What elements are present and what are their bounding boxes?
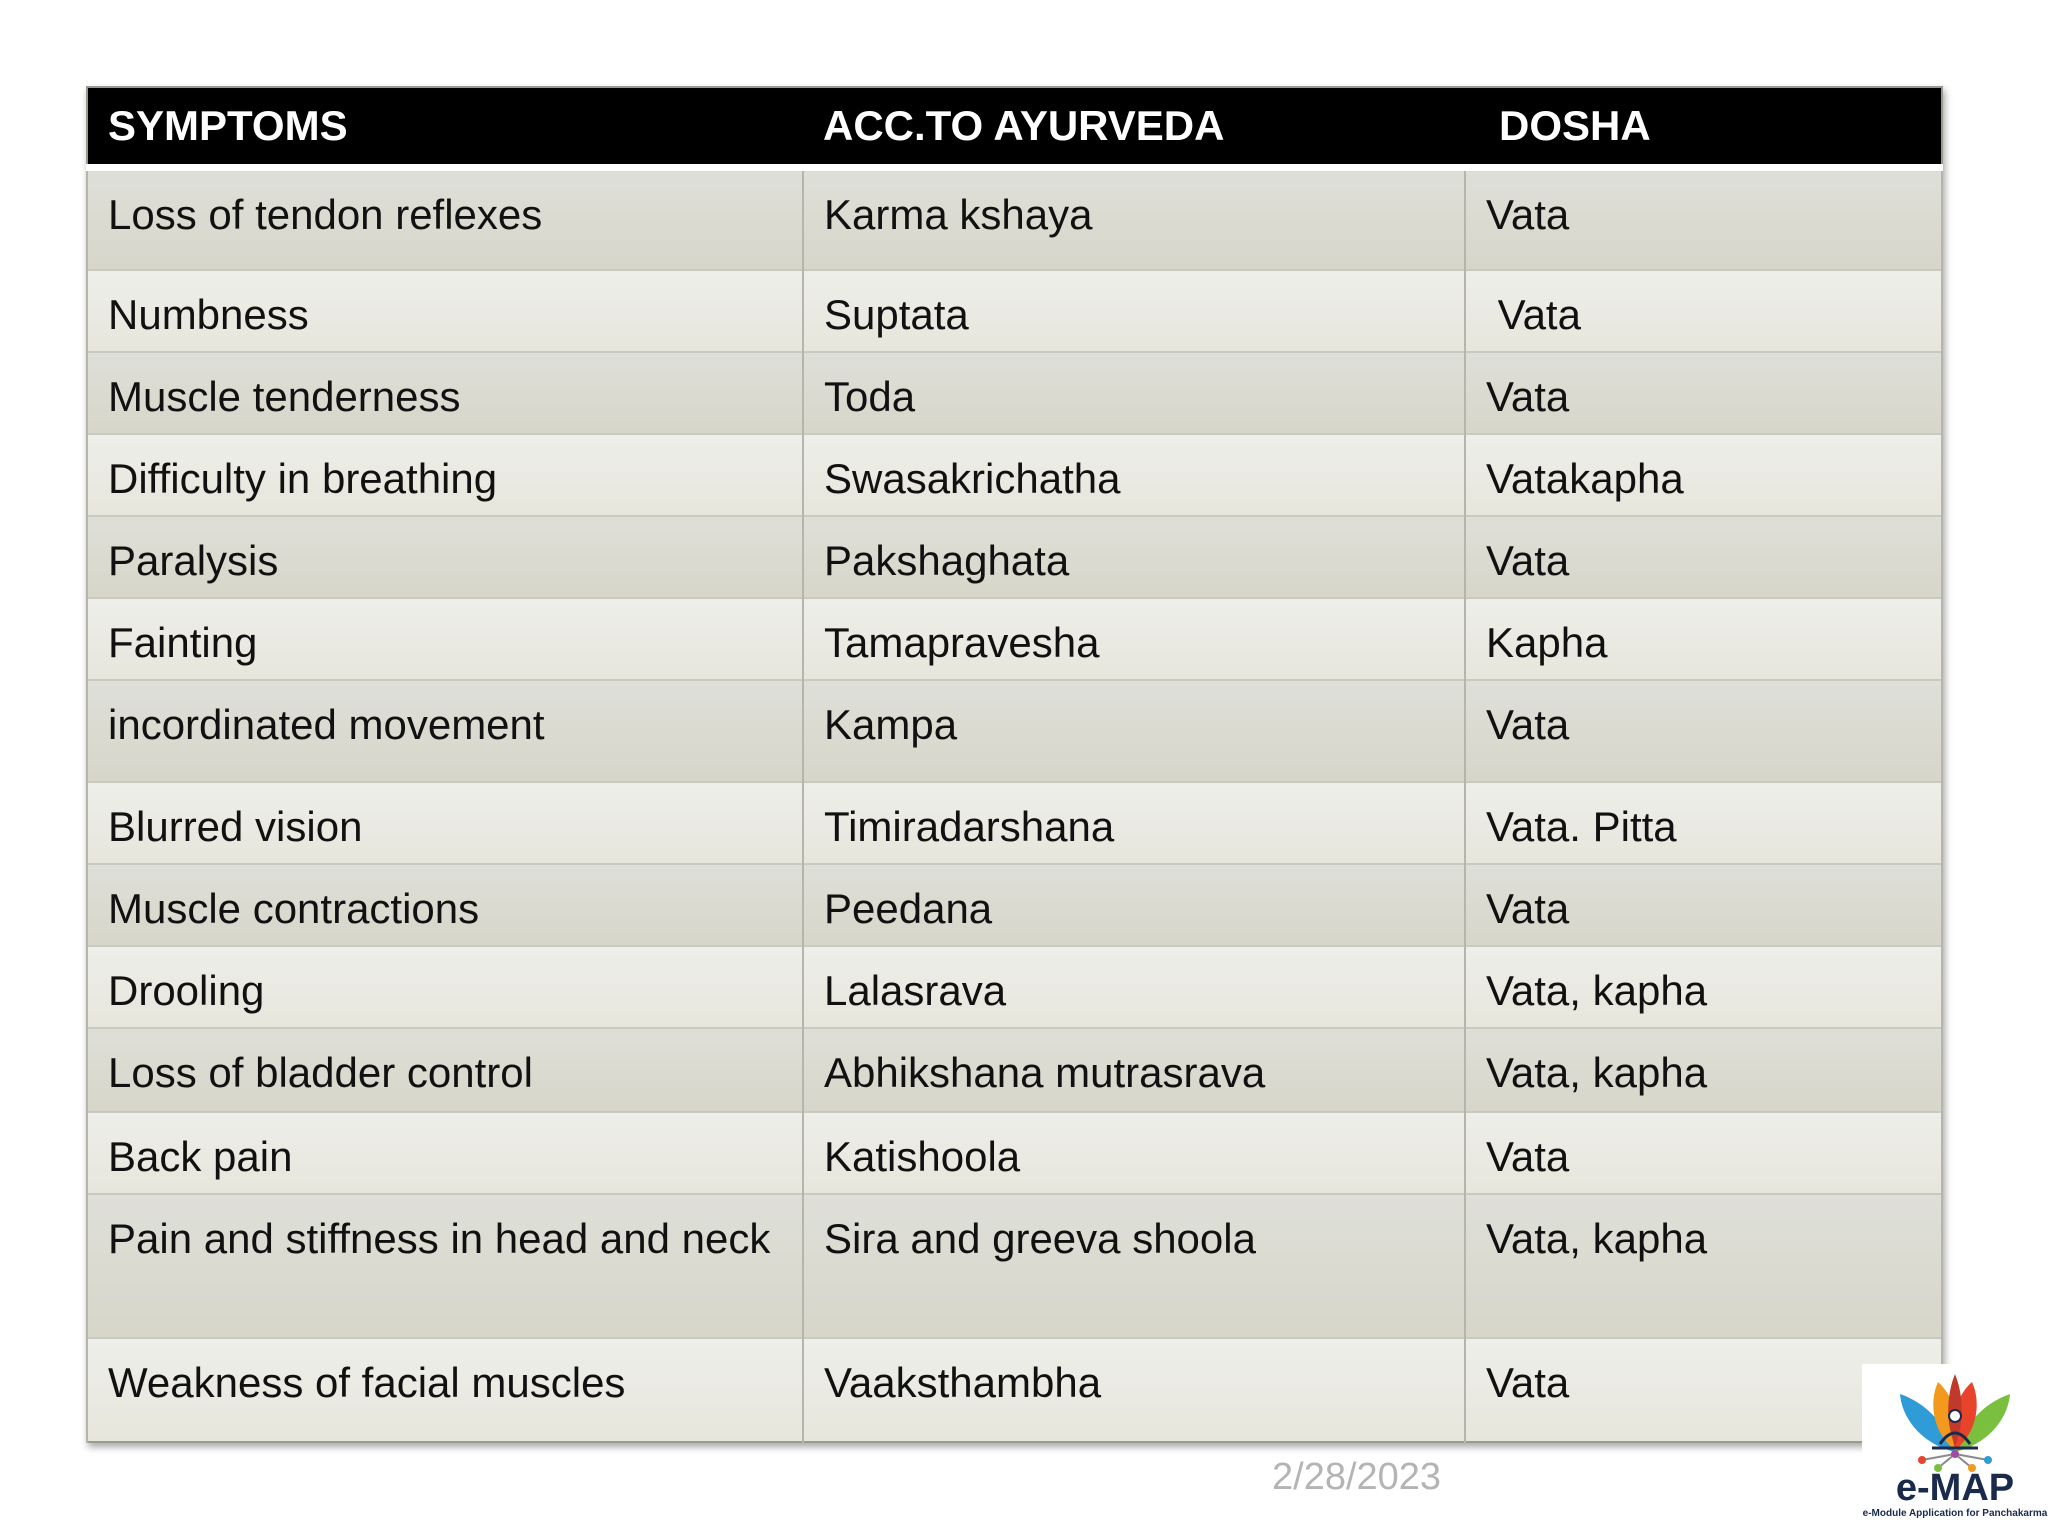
cell-ayurveda: Lalasrava	[803, 946, 1465, 1028]
cell-symptom: Back pain	[87, 1112, 803, 1194]
logo-tagline: e-Module Application for Panchakarma	[1862, 1508, 2048, 1519]
cell-symptom: Muscle contractions	[87, 864, 803, 946]
cell-symptom: incordinated movement	[87, 680, 803, 782]
header-dosha: DOSHA	[1465, 87, 1942, 168]
cell-symptom: Drooling	[87, 946, 803, 1028]
cell-symptom: Numbness	[87, 270, 803, 352]
table-row	[87, 1112, 1942, 1194]
cell-ayurveda: Peedana	[803, 864, 1465, 946]
cell-dosha: Vata	[1465, 1112, 1942, 1194]
header-ayurveda: ACC.TO AYURVEDA	[803, 87, 1465, 168]
cell-dosha: Vata	[1465, 168, 1942, 270]
cell-symptom: Weakness of facial muscles	[87, 1338, 803, 1442]
table-row	[87, 598, 1942, 680]
cell-symptom: Blurred vision	[87, 782, 803, 864]
cell-dosha: Vata	[1465, 680, 1942, 782]
table-row	[87, 516, 1942, 598]
cell-symptom: Pain and stiffness in head and neck	[87, 1194, 803, 1338]
header-symptoms: SYMPTOMS	[87, 87, 803, 168]
cell-symptom: Loss of tendon reflexes	[87, 168, 803, 270]
cell-dosha: Vata	[1465, 864, 1942, 946]
cell-ayurveda: Abhikshana mutrasrava	[803, 1028, 1465, 1112]
cell-dosha: Vata, kapha	[1465, 946, 1942, 1028]
cell-ayurveda: Suptata	[803, 270, 1465, 352]
table-header-row	[87, 87, 1942, 168]
table-row	[87, 782, 1942, 864]
cell-ayurveda: Tamapravesha	[803, 598, 1465, 680]
table-row	[87, 1338, 1942, 1442]
lotus-icon	[1862, 1364, 2048, 1474]
logo-name: e-MAP	[1895, 1467, 2015, 1509]
cell-ayurveda: Toda	[803, 352, 1465, 434]
cell-dosha: Vata	[1465, 1338, 1942, 1442]
cell-ayurveda: Sira and greeva shoola	[803, 1194, 1465, 1338]
cell-dosha: Vata, kapha	[1465, 1194, 1942, 1338]
cell-dosha: Vata. Pitta	[1465, 782, 1942, 864]
cell-ayurveda: Pakshaghata	[803, 516, 1465, 598]
table-row	[87, 352, 1942, 434]
symptoms-table	[86, 86, 1943, 1443]
cell-ayurveda: Timiradarshana	[803, 782, 1465, 864]
table-row	[87, 946, 1942, 1028]
cell-ayurveda: Vaaksthambha	[803, 1338, 1465, 1442]
slide-date: 2/28/2023	[1272, 1456, 1442, 1498]
table-row	[87, 680, 1942, 782]
table-row	[87, 864, 1942, 946]
table-row	[87, 1028, 1942, 1112]
cell-symptom: Muscle tenderness	[87, 352, 803, 434]
cell-dosha: Kapha	[1465, 598, 1942, 680]
emap-logo	[1862, 1364, 2048, 1536]
cell-symptom: Difficulty in breathing	[87, 434, 803, 516]
table-row	[87, 434, 1942, 516]
cell-symptom: Paralysis	[87, 516, 803, 598]
cell-dosha: Vata	[1465, 516, 1942, 598]
cell-dosha: Vata	[1465, 352, 1942, 434]
cell-dosha: Vata, kapha	[1465, 1028, 1942, 1112]
table-row	[87, 168, 1942, 270]
cell-ayurveda: Swasakrichatha	[803, 434, 1465, 516]
cell-symptom: Fainting	[87, 598, 803, 680]
cell-ayurveda: Kampa	[803, 680, 1465, 782]
cell-symptom: Loss of bladder control	[87, 1028, 803, 1112]
cell-ayurveda: Katishoola	[803, 1112, 1465, 1194]
table-row	[87, 270, 1942, 352]
cell-ayurveda: Karma kshaya	[803, 168, 1465, 270]
cell-dosha: Vatakapha	[1465, 434, 1942, 516]
table-row	[87, 1194, 1942, 1338]
cell-dosha: Vata	[1465, 270, 1942, 352]
